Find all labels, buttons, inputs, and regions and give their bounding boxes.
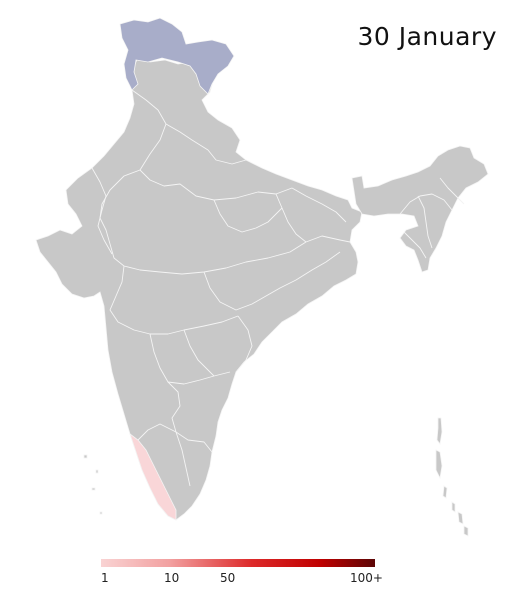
legend-tick-1: 1 [101,571,109,585]
legend-tick-50: 50 [220,571,236,585]
date-label: 30 January [357,22,497,51]
region-lakshadweep[interactable] [84,455,102,514]
region-mainland[interactable] [36,58,362,520]
legend-tick-10: 10 [164,571,180,585]
legend-tick-100-plus: 100+ [350,571,383,585]
region-andaman-nicobar[interactable] [436,418,468,536]
region-northeast[interactable] [352,146,488,272]
legend-color-bar [101,559,375,567]
